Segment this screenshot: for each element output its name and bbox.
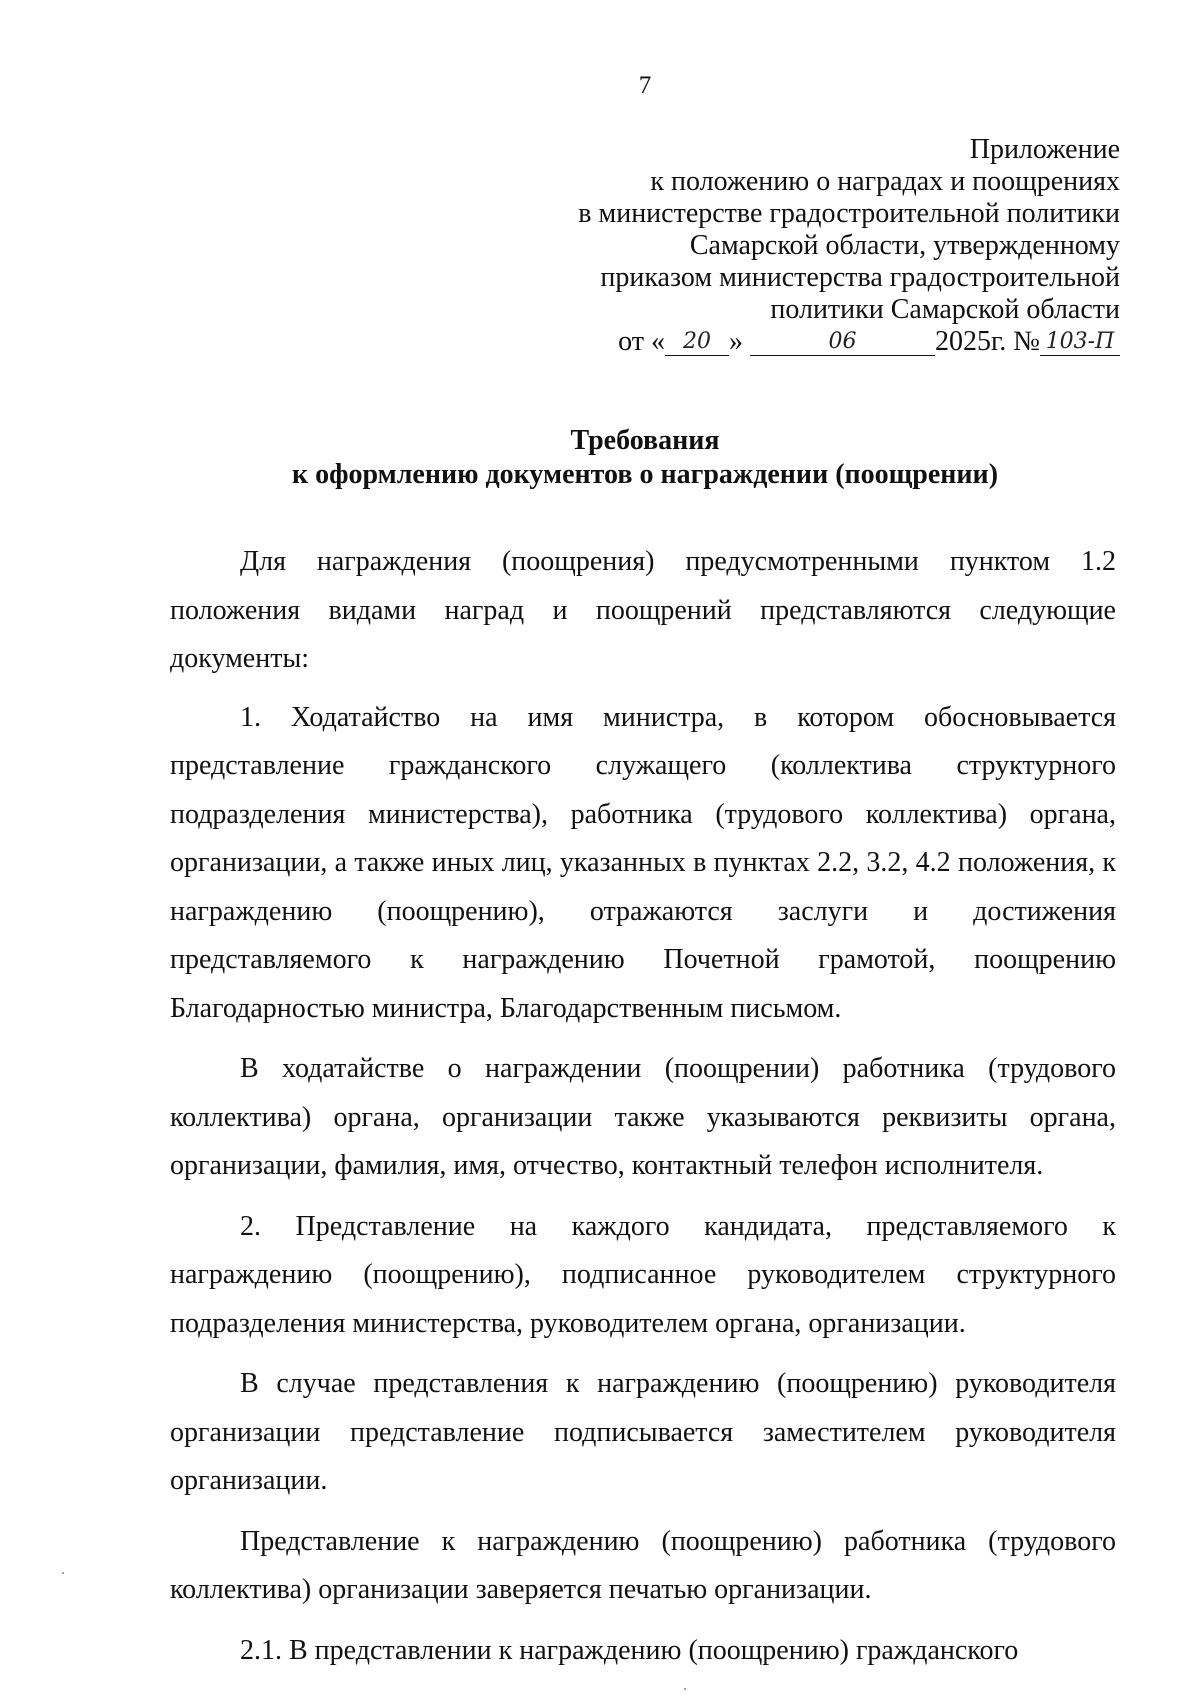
page-number: 7 <box>638 72 652 99</box>
scan-speck <box>684 1688 686 1690</box>
appendix-line: Приложение <box>969 134 1120 165</box>
document-body <box>170 538 1116 1687</box>
appendix-line: Самарской области, утвержденному <box>689 230 1120 261</box>
appendix-block <box>500 134 1120 358</box>
body-paragraph: В ходатайстве о награждении (поощрении) работника (трудового коллектива) органа, организации также указываются реквизиты органа, организации, фамилия, имя, отчество, контактный телефон исполнителя. <box>170 1053 1116 1181</box>
date-prefix: от « <box>618 326 665 357</box>
body-paragraph: 2.1. В представлении к награждению (поощрению) гражданского <box>240 1634 1019 1666</box>
document-title <box>0 424 1200 492</box>
body-paragraph: 1. Ходатайство на имя министра, в котором обосновывается представление гражданского служащего (коллектива структурного подразделения министерства), работника (трудового коллектива) органа, организации, а также иных лиц, указанных в пунктах 2.2, 3.2, 4.2 положения, к награждению (поощрению), отражаются заслуги и достижения представляемого к награждению Почетной грамотой, поощрению Благодарностью министра, Благодарственным письмом. <box>170 701 1116 1024</box>
title-line-2: к оформлению документов о награждении (поощрении) <box>291 459 999 490</box>
appendix-line: в министерстве градостроительной политики <box>578 198 1120 229</box>
handwritten-date-month: 06 <box>750 329 935 356</box>
appendix-line: политики Самарской области <box>770 294 1120 325</box>
appendix-line: приказом министерства градостроительной <box>600 262 1120 293</box>
body-paragraph: Для награждения (поощрения) предусмотренными пунктом 1.2 положения видами наград и поощрений представляются следующие документы: <box>170 546 1116 674</box>
date-mid: » <box>728 326 743 357</box>
title-line-1: Требования <box>570 425 720 456</box>
appendix-line: к положению о наградах и поощрениях <box>650 166 1120 197</box>
handwritten-date-day: 20 <box>665 329 729 356</box>
date-year: 2025г. № <box>934 326 1040 357</box>
body-paragraph: Представление к награждению (поощрению) работника (трудового коллектива) организации заверяется печатью организации. <box>170 1525 1116 1605</box>
body-paragraph: В случае представления к награждению (поощрению) руководителя организации представление подписывается заместителем руководителя организации. <box>170 1368 1116 1496</box>
scan-speck <box>62 1572 64 1574</box>
handwritten-order-number: 103-П <box>1040 329 1120 356</box>
appendix-date-line <box>500 326 1120 358</box>
body-paragraph: 2. Представление на каждого кандидата, представляемого к награждению (поощрению), подписанное руководителем структурного подразделения министерства, руководителем органа, организации. <box>170 1210 1116 1339</box>
